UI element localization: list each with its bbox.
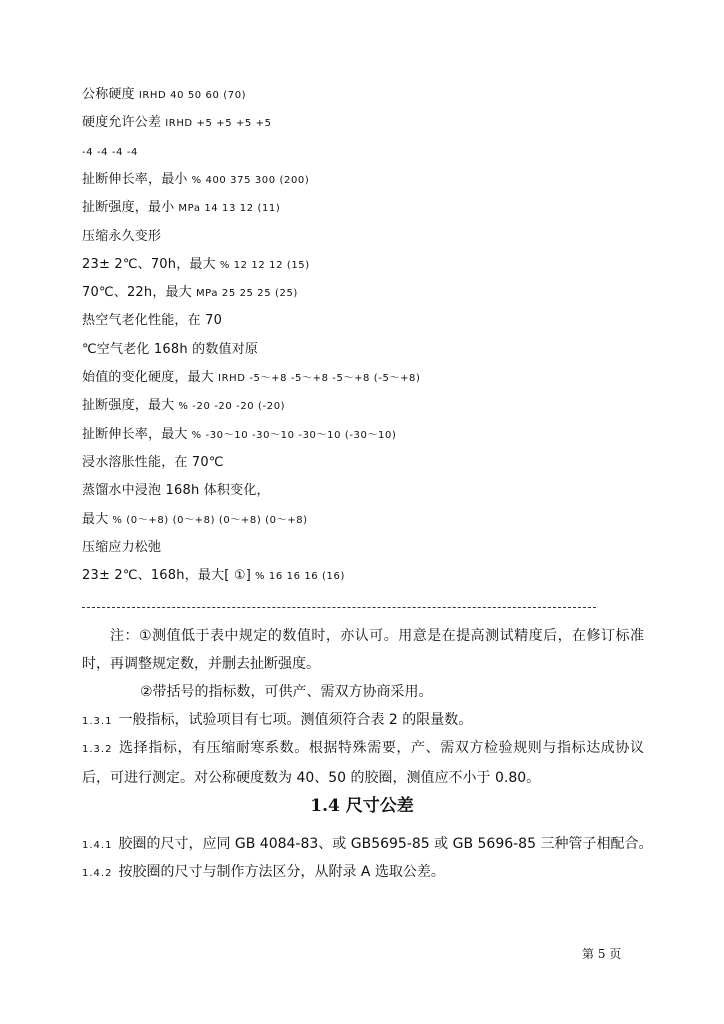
- table-line-label: 70℃、22h，最大: [82, 285, 192, 300]
- table-line: [82, 482, 270, 500]
- clause-1-3-2: [82, 734, 644, 792]
- section-title: 1.4 尺寸公差: [310, 796, 414, 816]
- table-line-label: 23± 2℃、168h，最大[ ①]: [82, 568, 252, 583]
- table-line-label: 最大: [82, 512, 109, 527]
- table-line: [82, 511, 308, 529]
- clause-number: 1.3.2: [82, 744, 113, 755]
- table-line-label: 始值的变化硬度，最大: [82, 370, 215, 385]
- table-line: [82, 171, 309, 189]
- clause-1-4-1: [82, 830, 653, 860]
- table-line-value: % 12 12 12 (15): [219, 260, 310, 271]
- note-1: 注：①测值低于表中规定的数值时，亦认可。用意是在提高测试精度后，在修订标准时，再调整规定数，并删去扯断强度。: [82, 628, 644, 672]
- table-line-label: 公称硬度: [82, 87, 135, 102]
- table-line: [82, 454, 224, 472]
- table-line-label: 23± 2℃、70h，最大: [82, 257, 216, 272]
- note-2: ②带括号的指标数，可供产、需双方协商采用。: [140, 684, 433, 700]
- clause-text: 按胶圈的尺寸与制作方法区分，从附录 A 选取公差。: [118, 864, 445, 880]
- table-line: [82, 86, 246, 104]
- table-line: [82, 567, 345, 585]
- table-line-label: 浸水溶胀性能，在 70℃: [82, 455, 224, 470]
- table-line: [82, 256, 310, 274]
- table-line: [82, 312, 222, 330]
- table-line: [82, 369, 421, 387]
- table-line-value: IRHD -5～+8 -5～+8 -5～+8 (-5～+8): [218, 373, 421, 384]
- table-line-value: -4 -4 -4 -4: [82, 147, 139, 158]
- table-line-value: IRHD 40 50 60 (70): [138, 90, 247, 101]
- clause-text: 选择指标，有压缩耐寒系数。根据特殊需要，产、需双方检验规则与指标达成协议后，可进行测定。对公称硬度数为 40、50 的胶圈，测值应不小于 0.80。: [82, 740, 644, 786]
- clause-1-3-1: [82, 706, 644, 736]
- table-line-label: ℃空气老化 168h 的数值对原: [82, 342, 259, 357]
- table-line-label: 扯断伸长率，最大: [82, 427, 188, 442]
- table-line-label: 扯断强度，最大: [82, 398, 175, 413]
- clause-1-4-2: [82, 858, 644, 888]
- table-line-label: 扯断伸长率，最小: [82, 172, 188, 187]
- table-line-value: % (0～+8) (0～+8) (0～+8) (0～+8): [112, 515, 308, 526]
- table-line: [82, 143, 138, 161]
- table-line-value: MPa 25 25 25 (25): [195, 288, 298, 299]
- table-line-value: % 400 375 300 (200): [191, 175, 310, 186]
- clause-number: 1.4.2: [82, 868, 113, 879]
- clause-number: 1.4.1: [82, 840, 113, 851]
- table-line-label: 蒸馏水中浸泡 168h 体积变化，: [82, 483, 270, 498]
- clause-text: 一般指标，试验项目有七项。测值须符合表 2 的限量数。: [118, 712, 473, 728]
- table-line-label: 压缩应力松弛: [82, 540, 162, 555]
- page-number: 第 5 页: [582, 947, 622, 961]
- table-line-value: % -20 -20 -20 (-20): [178, 401, 286, 412]
- table-line-value: IRHD +5 +5 +5 +5: [165, 118, 272, 129]
- table-line: [82, 539, 161, 557]
- table-line: [82, 284, 298, 302]
- separator-line: [82, 607, 596, 608]
- table-line: [82, 426, 396, 444]
- table-line-label: 扯断强度，最小: [82, 200, 175, 215]
- table-line-value: % 16 16 16 (16): [255, 571, 345, 582]
- table-line: [82, 114, 272, 132]
- table-line-value: MPa 14 13 12 (11): [178, 203, 281, 214]
- table-line: [82, 228, 161, 246]
- clause-text: 胶圈的尺寸，应同 GB 4084-83、或 GB5695-85 或 GB 5696-85 三种管子相配合。: [118, 836, 653, 852]
- table-line: [82, 341, 258, 359]
- table-line-label: 热空气老化性能，在 70: [82, 313, 223, 328]
- clause-number: 1.3.1: [82, 716, 113, 727]
- table-line: [82, 397, 285, 415]
- table-line-label: 压缩永久变形: [82, 229, 162, 244]
- table-line-label: 硬度允许公差: [82, 115, 162, 130]
- table-line: [82, 199, 280, 217]
- table-line-value: % -30～10 -30～10 -30～10 (-30～10): [191, 430, 397, 441]
